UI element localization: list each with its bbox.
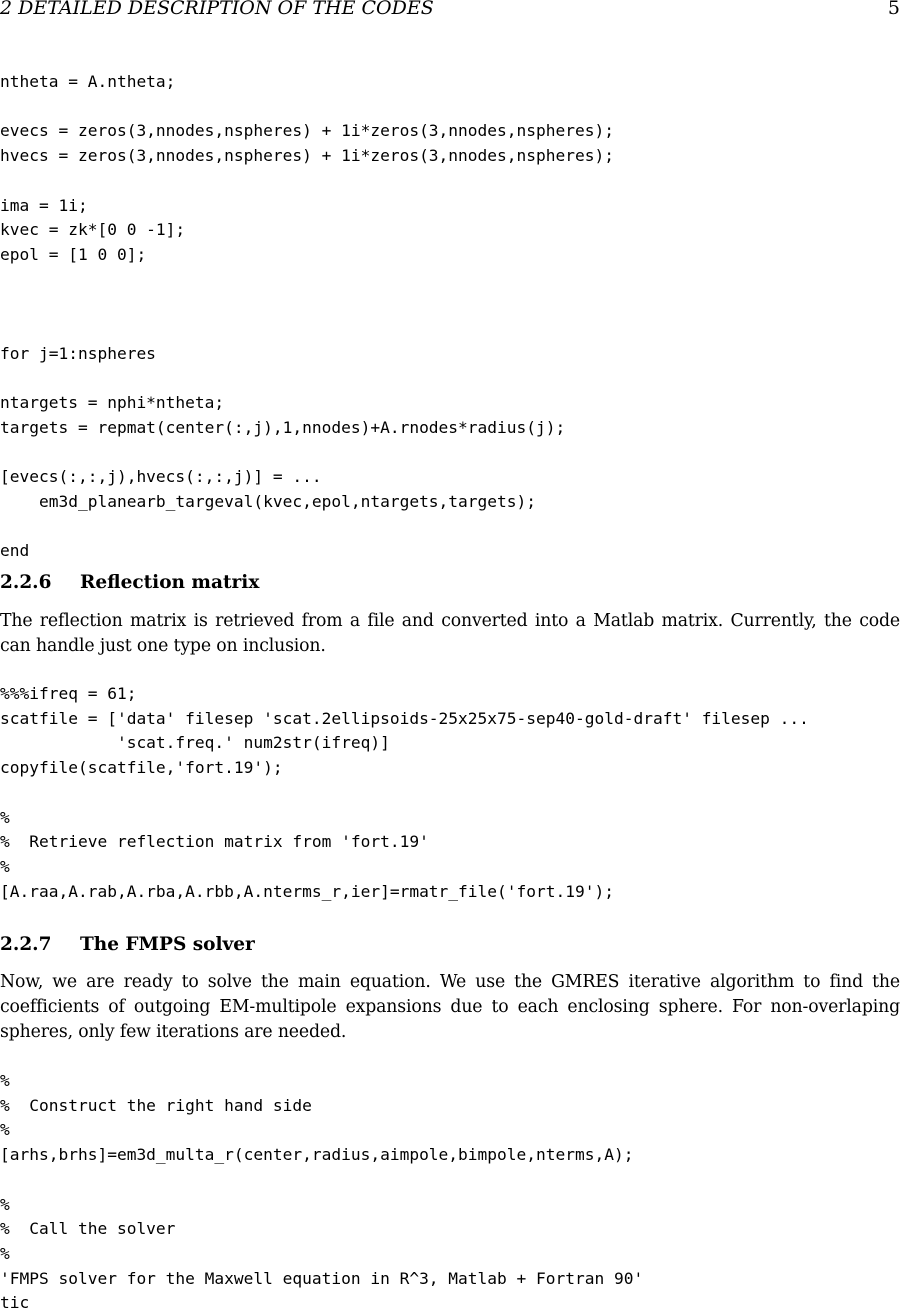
- running-header: [0, 0, 900, 23]
- section-title: Reflection matrix: [80, 572, 260, 593]
- paragraph-fmps-solver: Now, we are ready to solve the main equation. We use the GMRES iterative algorithm to find the coefficients of outgoing EM-multipole expansions due to each enclosing sphere. For non-overlaping spheres, only few iterations are needed.: [0, 972, 900, 1042]
- paragraph-reflection-matrix: The reflection matrix is retrieved from a file and converted into a Matlab matrix. Currently, the code can handle just one type on inclusion.: [0, 611, 900, 656]
- header-section-title: 2 DETAILED DESCRIPTION OF THE CODES: [0, 0, 434, 19]
- section-number: 2.2.7: [0, 934, 52, 955]
- code-block-sphere-fields: ntheta = A.ntheta; evecs = zeros(3,nnodes,nspheres) + 1i*zeros(3,nnodes,nspheres); hvecs = zeros(3,nnodes,nspheres) + 1i*zeros(3,nnodes,nspheres); ima = 1i; kvec = zk*[0 0 -1]; epol = [1 0 0]; for j=1:nspheres ntargets = nphi*ntheta; targets = repmat(center(:,j),1,nnodes)+A.rnodes*radius(j); [evecs(:,:,j),hvecs(:,:,j)] = ... em3d_planearb_targeval(kvec,epol,ntargets,targets); end: [0, 72, 614, 561]
- section-heading-reflection-matrix: [0, 571, 259, 595]
- code-block-reflection-matrix: %%%ifreq = 61; scatfile = ['data' filesep 'scat.2ellipsoids-25x25x75-sep40-gold-draft' filesep ... 'scat.freq.' num2str(ifreq)] copyfile(scatfile,'fort.19'); % % Retrieve reflection matrix from 'fort.19' % [A.raa,A.rab,A.rba,A.rbb,A.nterms_r,ier]=rmatr_file('fort.19');: [0, 684, 809, 901]
- page-number: 5: [887, 0, 900, 19]
- section-heading-fmps-solver: [0, 933, 255, 957]
- code-block-fmps-solver: % % Construct the right hand side % [arhs,brhs]=em3d_multa_r(center,radius,aimpole,bimpole,nterms,A); % % Call the solver % 'FMPS solver for the Maxwell equation in R^3, Matlab + Fortran 90' tic: [0, 1071, 644, 1313]
- section-number: 2.2.6: [0, 572, 52, 593]
- section-title: The FMPS solver: [80, 934, 255, 955]
